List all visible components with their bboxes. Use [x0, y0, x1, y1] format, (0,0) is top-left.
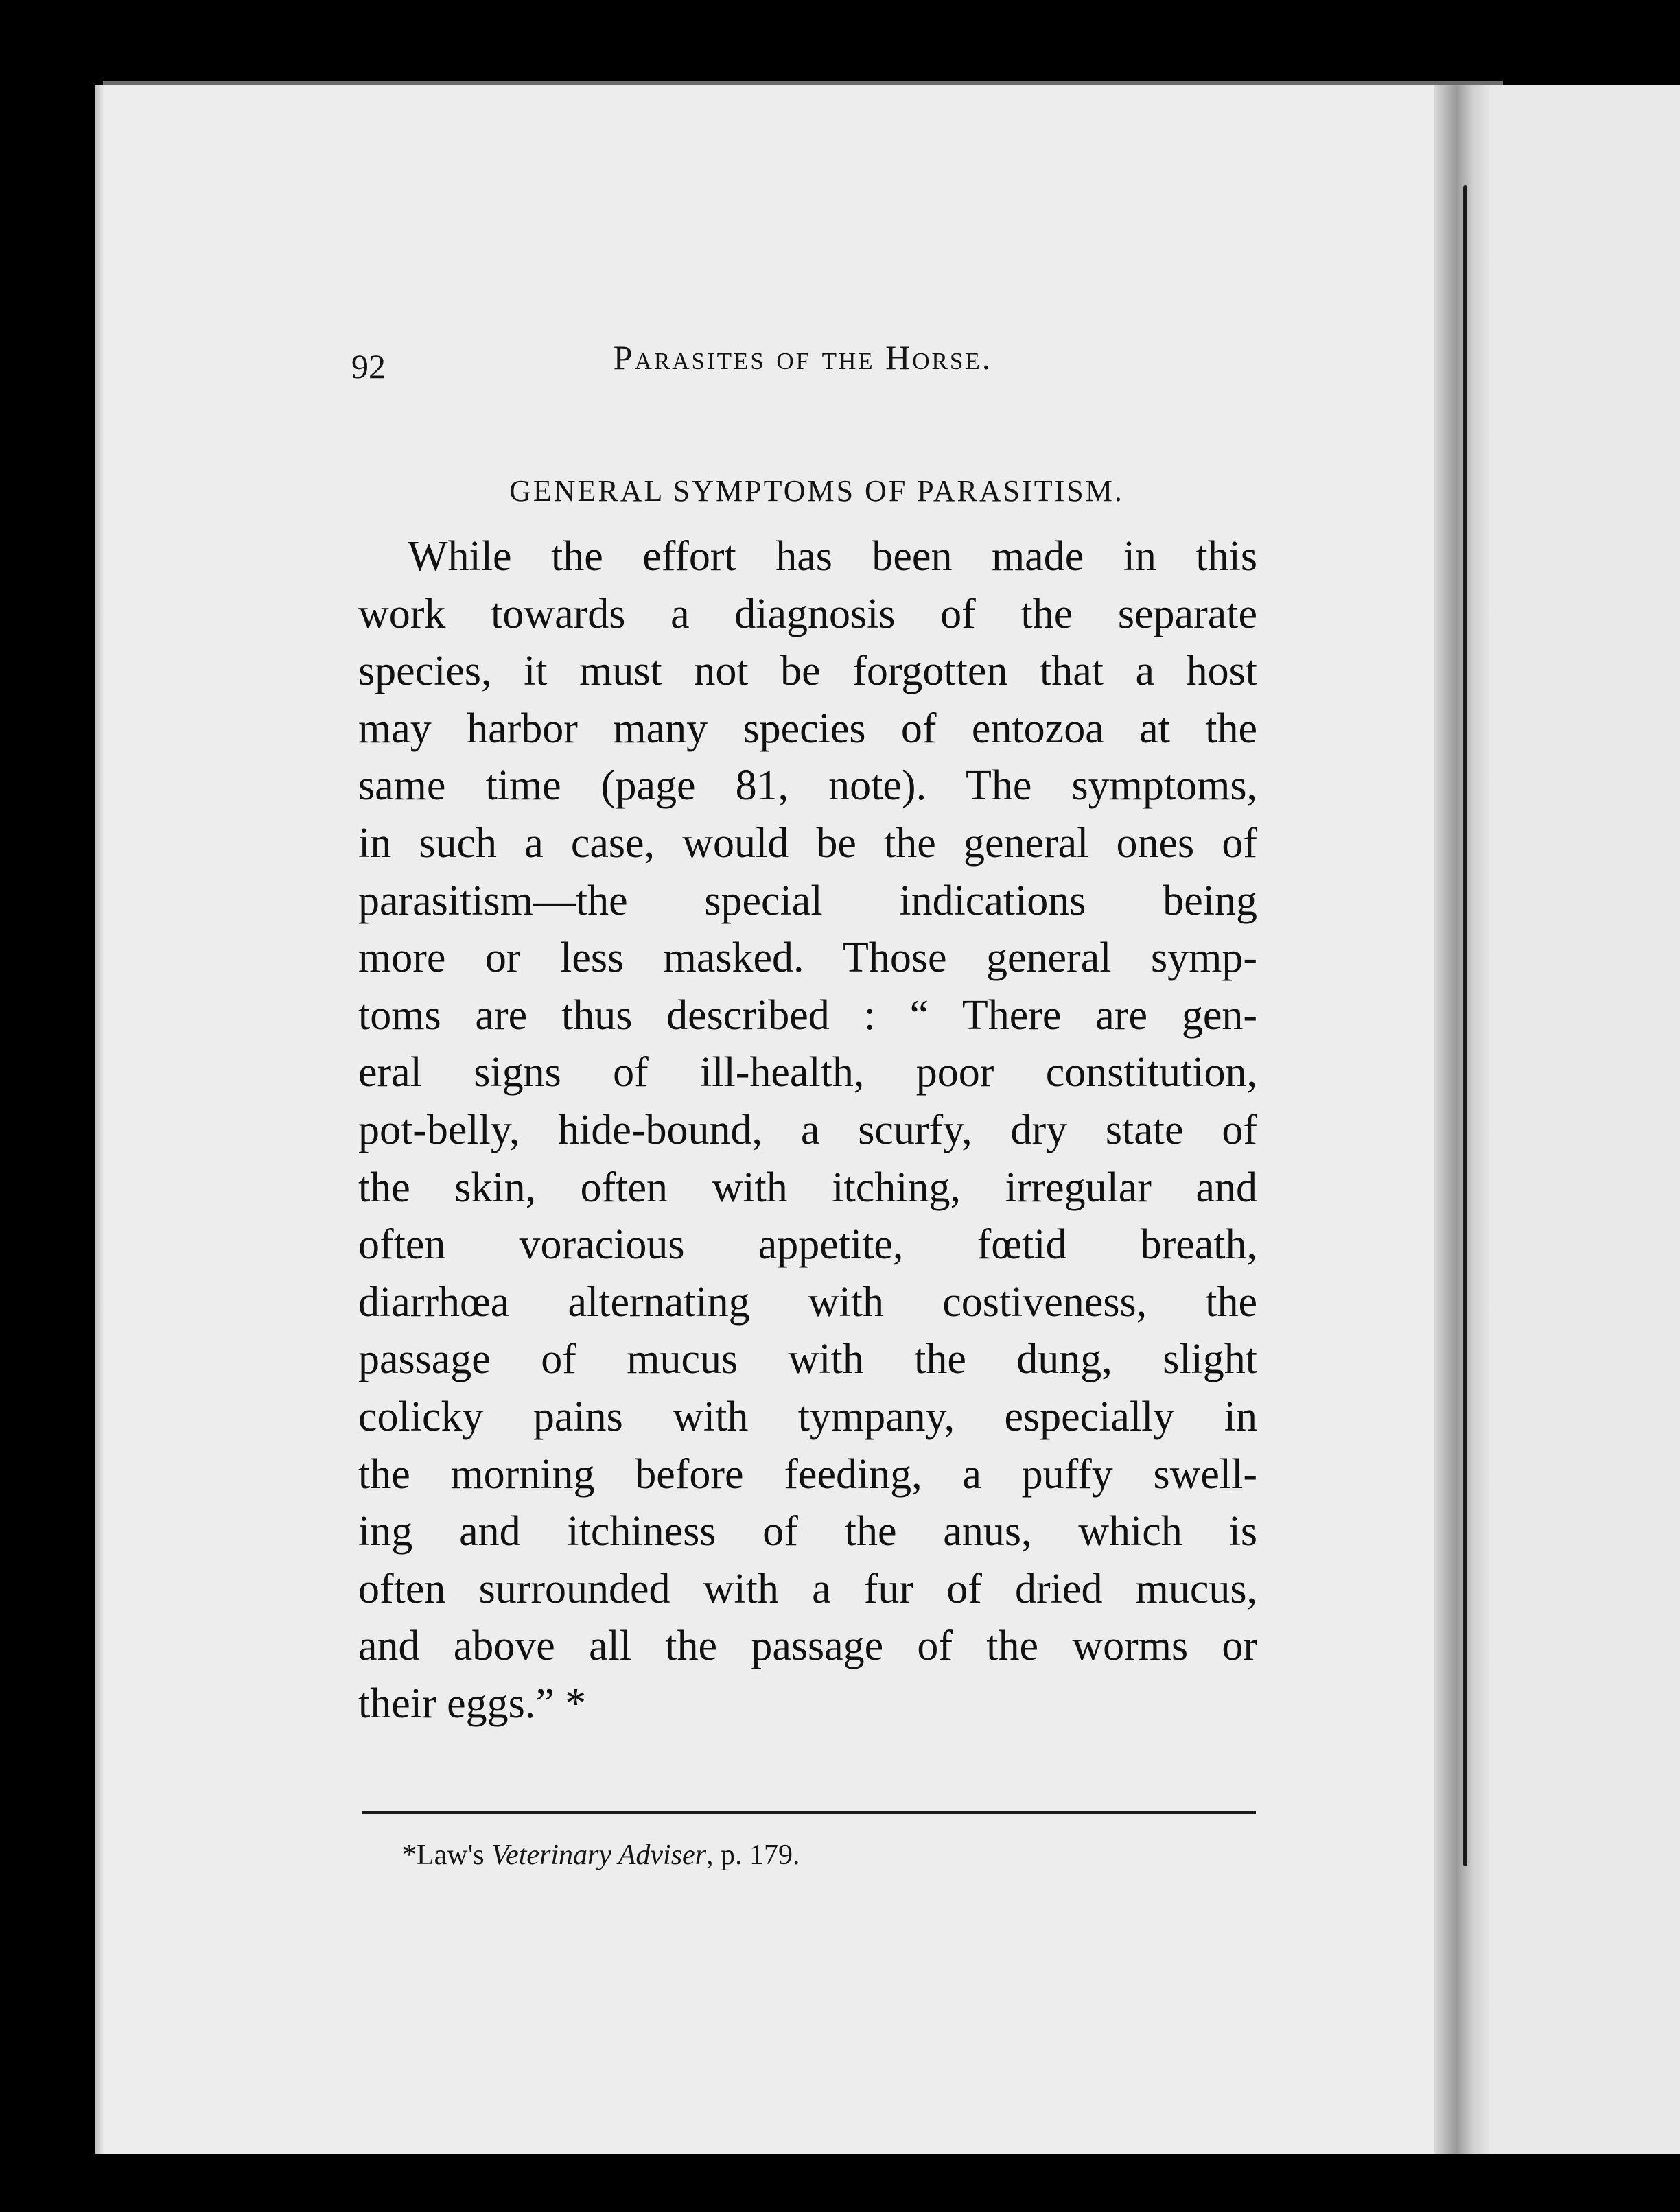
- body-line: work towards a diagnosis of the separate: [358, 590, 1257, 637]
- footnote-source-title: Veterinary Adviser: [491, 1839, 707, 1871]
- body-line: in such a case, would be the general ones of: [358, 819, 1257, 867]
- body-line: the morning before feeding, a puffy swell-: [358, 1450, 1257, 1498]
- body-line: eral signs of ill-health, poor constitution,: [358, 1049, 1257, 1096]
- footnote: [402, 1839, 800, 1872]
- binding-thread: [1463, 185, 1467, 1866]
- body-line: often surrounded with a fur of dried mucus,: [358, 1565, 1257, 1612]
- body-line: toms are thus described : “ There are gen-: [358, 991, 1257, 1039]
- facing-page-edge: [1489, 85, 1680, 2154]
- body-line: the skin, often with itching, irregular and: [358, 1164, 1257, 1211]
- body-line: often voracious appetite, fœtid breath,: [358, 1221, 1257, 1269]
- section-heading: GENERAL SYMPTOMS OF PARASITISM.: [509, 474, 1124, 508]
- page-number: 92: [351, 347, 386, 386]
- body-paragraph: [358, 528, 1257, 1732]
- footnote-marker: *Law's: [402, 1839, 492, 1871]
- body-line: same time (page 81, note). The symptoms,: [358, 762, 1257, 810]
- body-line: their eggs.” *: [358, 1680, 587, 1727]
- body-line: passage of mucus with the dung, slight: [358, 1336, 1257, 1383]
- body-line: species, it must not be forgotten that a host: [358, 648, 1257, 695]
- footnote-rule: [362, 1811, 1256, 1814]
- body-line: and above all the passage of the worms or: [358, 1623, 1257, 1670]
- body-line: ing and itchiness of the anus, which is: [358, 1508, 1257, 1555]
- body-line: more or less masked. Those general symp-: [358, 934, 1257, 982]
- body-line: While the effort has been made in this: [408, 533, 1257, 580]
- running-title: Parasites of the Horse.: [613, 338, 993, 377]
- page-left-shadow: [95, 85, 104, 2154]
- body-line: may harbor many species of entozoa at the: [358, 705, 1257, 752]
- body-line: pot-belly, hide-bound, a scurfy, dry state of: [358, 1106, 1257, 1153]
- footnote-page-ref: , p. 179.: [706, 1839, 800, 1871]
- body-line: colicky pains with tympany, especially in: [358, 1393, 1257, 1440]
- book-gutter: [1434, 85, 1489, 2154]
- body-line: parasitism—the special indications being: [358, 877, 1257, 924]
- body-line: diarrhœa alternating with costiveness, the: [358, 1278, 1257, 1326]
